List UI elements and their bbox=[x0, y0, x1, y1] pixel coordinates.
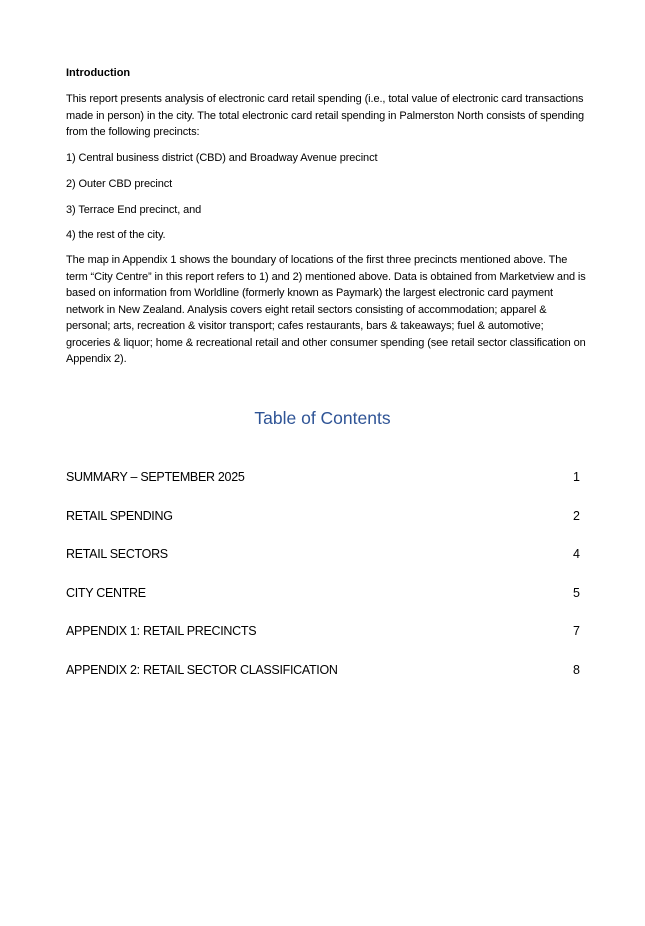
toc-entry-summary[interactable] bbox=[66, 469, 580, 485]
toc-entry-label: CITY CENTRE bbox=[66, 586, 146, 600]
toc-entry-retail-spending[interactable] bbox=[66, 508, 580, 524]
toc-entry-page: 7 bbox=[573, 624, 580, 638]
toc-entry-label: SUMMARY – SEPTEMBER 2025 bbox=[66, 470, 245, 484]
toc-entry-appendix-1[interactable] bbox=[66, 623, 580, 639]
toc-entry-city-centre[interactable] bbox=[66, 585, 580, 601]
toc-entry-appendix-2[interactable] bbox=[66, 662, 580, 678]
toc-entry-page: 5 bbox=[573, 586, 580, 600]
precinct-list-item: 4) the rest of the city. bbox=[66, 229, 166, 241]
toc-title: Table of Contents bbox=[254, 408, 391, 428]
precinct-list-item: 2) Outer CBD precinct bbox=[66, 178, 173, 190]
introduction-paragraph: This report presents analysis of electronic card retail spending (i.e., total value of electronic card transactions made in person) in the city. The total electronic card retail spending in Palmerston North consists of spending from the following precincts: bbox=[66, 93, 584, 138]
toc-entry-label: RETAIL SECTORS bbox=[66, 547, 168, 561]
introduction-heading: Introduction bbox=[66, 67, 131, 79]
toc-entry-retail-sectors[interactable] bbox=[66, 546, 580, 562]
toc-entry-label: RETAIL SPENDING bbox=[66, 509, 173, 523]
precinct-list-item: 3) Terrace End precinct, and bbox=[66, 204, 202, 216]
precinct-list-item: 1) Central business district (CBD) and Broadway Avenue precinct bbox=[66, 152, 378, 164]
toc-entry-page: 4 bbox=[573, 547, 580, 561]
methodology-paragraph: The map in Appendix 1 shows the boundary of locations of the first three precincts mentioned above. The term “City Centre” in this report refers to 1) and 2) mentioned above. Data is obtained from Marketview and is based on information from Worldline (formerly known as Paymark) the largest electronic card payment network in New Zealand. Analysis covers eight retail sectors consisting of accommodation; apparel & personal; arts, recreation & visitor transport; cafes restaurants, bars & takeaways; fuel & automotive; groceries & liquor; home & recreational retail and other consumer spending (see retail sector classification on Appendix 2). bbox=[66, 254, 586, 365]
toc-entry-page: 2 bbox=[573, 509, 580, 523]
toc-entry-label: APPENDIX 2: RETAIL SECTOR CLASSIFICATION bbox=[66, 663, 338, 677]
toc-entry-page: 8 bbox=[573, 663, 580, 677]
toc-entry-page: 1 bbox=[573, 470, 580, 484]
toc-entry-label: APPENDIX 1: RETAIL PRECINCTS bbox=[66, 624, 257, 638]
